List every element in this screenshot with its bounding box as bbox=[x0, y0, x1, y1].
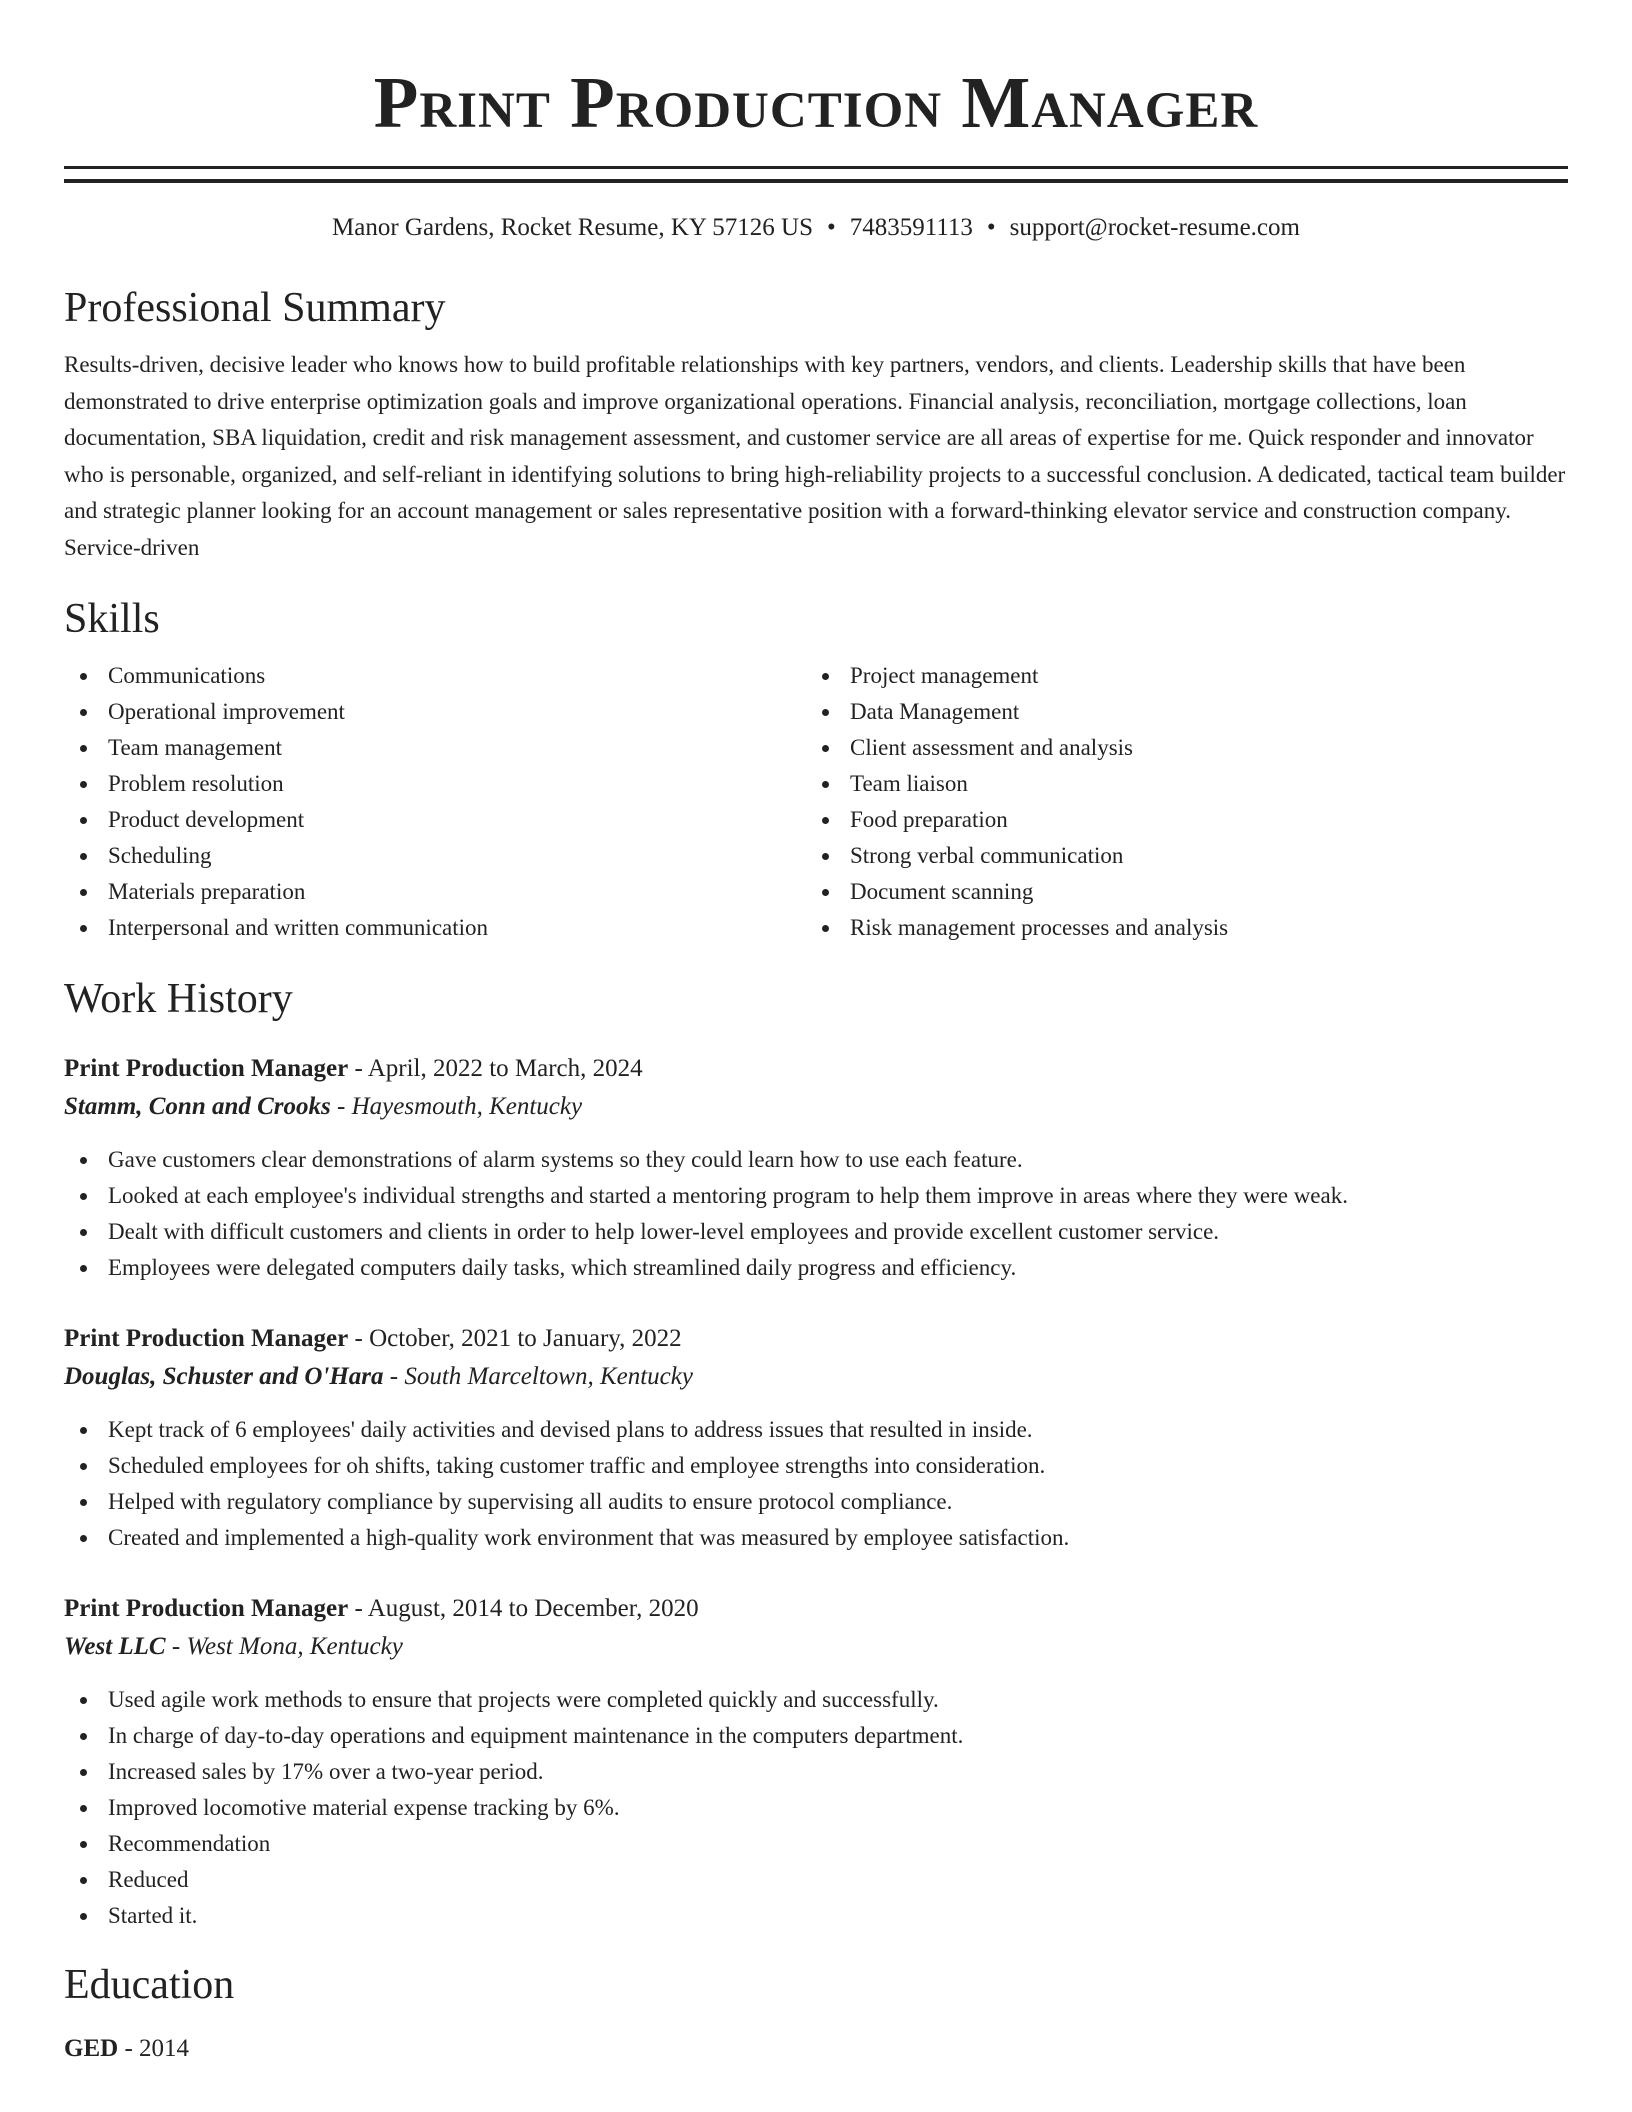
job-location: South Marceltown, Kentucky bbox=[404, 1363, 693, 1390]
dash: - bbox=[348, 1325, 370, 1352]
skill-item: Product development bbox=[64, 802, 806, 838]
job-title: Print Production Manager bbox=[64, 1055, 349, 1082]
education-year: 2014 bbox=[139, 2035, 190, 2062]
job-location: Hayesmouth, Kentucky bbox=[351, 1093, 583, 1120]
job-company: Stamm, Conn and Crooks bbox=[64, 1093, 331, 1120]
job-bullet: Used agile work methods to ensure that projects were completed quickly and successfully. bbox=[64, 1682, 1568, 1718]
skill-item: Operational improvement bbox=[64, 694, 806, 730]
job-title-line bbox=[64, 1320, 1568, 1358]
skill-item: Interpersonal and written communication bbox=[64, 910, 806, 946]
resume-page bbox=[64, 0, 1568, 2068]
skill-item: Document scanning bbox=[806, 874, 1548, 910]
job-bullet: Started it. bbox=[64, 1898, 1568, 1934]
job-company: West LLC bbox=[64, 1633, 166, 1660]
job-dates: August, 2014 to December, 2020 bbox=[367, 1595, 699, 1622]
section-heading-work-history: Work History bbox=[64, 976, 293, 1022]
job-bullet: Increased sales by 17% over a two-year period. bbox=[64, 1754, 1568, 1790]
job-bullet: Looked at each employee's individual strengths and started a mentoring program to help them improve in areas where they were weak. bbox=[64, 1178, 1568, 1214]
skill-item: Team management bbox=[64, 730, 806, 766]
skill-item: Client assessment and analysis bbox=[806, 730, 1548, 766]
job-company: Douglas, Schuster and O'Hara bbox=[64, 1363, 384, 1390]
resume-name: Print Production Manager bbox=[373, 62, 1259, 143]
job-bullet: Dealt with difficult customers and clients in order to help lower-level employees and provide excellent customer service. bbox=[64, 1214, 1568, 1250]
job-entry bbox=[64, 1050, 1568, 1286]
job-title: Print Production Manager bbox=[64, 1595, 349, 1622]
job-bullet: Scheduled employees for oh shifts, taking customer traffic and employee strengths into consideration. bbox=[64, 1448, 1568, 1484]
header-double-rule bbox=[64, 166, 1568, 183]
job-entry bbox=[64, 1590, 1568, 1934]
skill-item: Food preparation bbox=[806, 802, 1548, 838]
section-heading-education: Education bbox=[64, 1962, 235, 2008]
contact-separator: • bbox=[986, 214, 996, 241]
skills-list bbox=[64, 658, 1568, 946]
job-bullet: Reduced bbox=[64, 1862, 1568, 1898]
contact-line bbox=[64, 213, 1568, 243]
job-bullet: Improved locomotive material expense tracking by 6%. bbox=[64, 1790, 1568, 1826]
job-title-line bbox=[64, 1050, 1568, 1088]
summary-text: Results-driven, decisive leader who knows how to build profitable relationships with key partners, vendors, and clients. Leadership skills that have been demonstrated to drive enterprise optimization goals and improve organizational operations. Financial analysis, reconciliation, mortgage collections, loan documentation, SBA liquidation, credit and risk management assessment, and customer service are all areas of expertise for me. Quick responder and innovator who is personable, organized, and self-reliant in identifying solutions to bring high-reliability projects to a successful conclusion. A dedicated, tactical team builder and strategic planner looking for an account management or sales representative position with a forward-thinking elevator service and construction company. Service-driven bbox=[64, 352, 1566, 560]
dash: - bbox=[348, 1055, 368, 1082]
skill-item: Materials preparation bbox=[64, 874, 806, 910]
job-bullets bbox=[64, 1412, 1568, 1556]
dash: - bbox=[383, 1363, 405, 1390]
job-bullet: Recommendation bbox=[64, 1826, 1568, 1862]
job-bullet: Employees were delegated computers daily tasks, which streamlined daily progress and efficiency. bbox=[64, 1250, 1568, 1286]
education-degree: GED bbox=[64, 2035, 119, 2062]
job-company-line bbox=[64, 1358, 1568, 1396]
job-bullet: Created and implemented a high-quality work environment that was measured by employee satisfaction. bbox=[64, 1520, 1568, 1556]
job-bullet: Kept track of 6 employees' daily activities and devised plans to address issues that resulted in inside. bbox=[64, 1412, 1568, 1448]
skill-item: Project management bbox=[806, 658, 1548, 694]
skill-item: Communications bbox=[64, 658, 806, 694]
contact-separator: • bbox=[826, 214, 836, 241]
contact-phone: 7483591113 bbox=[849, 214, 973, 241]
dash: - bbox=[118, 2035, 140, 2062]
job-bullet: Helped with regulatory compliance by supervising all audits to ensure protocol compliance. bbox=[64, 1484, 1568, 1520]
job-entry bbox=[64, 1320, 1568, 1556]
dash: - bbox=[330, 1093, 352, 1120]
dash: - bbox=[348, 1595, 368, 1622]
contact-address: Manor Gardens, Rocket Resume, KY 57126 US bbox=[332, 214, 813, 241]
job-dates: April, 2022 to March, 2024 bbox=[367, 1055, 643, 1082]
section-heading-summary: Professional Summary bbox=[64, 285, 446, 331]
skill-item: Data Management bbox=[806, 694, 1548, 730]
skill-item: Scheduling bbox=[64, 838, 806, 874]
job-company-line bbox=[64, 1088, 1568, 1126]
section-heading-skills: Skills bbox=[64, 596, 160, 642]
skills-column-left bbox=[64, 658, 806, 946]
job-dates: October, 2021 to January, 2022 bbox=[369, 1325, 682, 1352]
job-title: Print Production Manager bbox=[64, 1325, 349, 1352]
skill-item: Risk management processes and analysis bbox=[806, 910, 1548, 946]
skill-item: Team liaison bbox=[806, 766, 1548, 802]
job-bullet: Gave customers clear demonstrations of alarm systems so they could learn how to use each feature. bbox=[64, 1142, 1568, 1178]
skill-item: Strong verbal communication bbox=[806, 838, 1548, 874]
skill-item: Problem resolution bbox=[64, 766, 806, 802]
dash: - bbox=[165, 1633, 187, 1660]
skills-column-right bbox=[806, 658, 1548, 946]
job-company-line bbox=[64, 1628, 1568, 1666]
job-title-line bbox=[64, 1590, 1568, 1628]
job-location: West Mona, Kentucky bbox=[186, 1633, 403, 1660]
job-bullets bbox=[64, 1142, 1568, 1286]
job-bullets bbox=[64, 1682, 1568, 1934]
contact-email: support@rocket-resume.com bbox=[1009, 214, 1300, 241]
education-entry bbox=[64, 2030, 1568, 2068]
job-bullet: In charge of day-to-day operations and equipment maintenance in the computers department. bbox=[64, 1718, 1568, 1754]
